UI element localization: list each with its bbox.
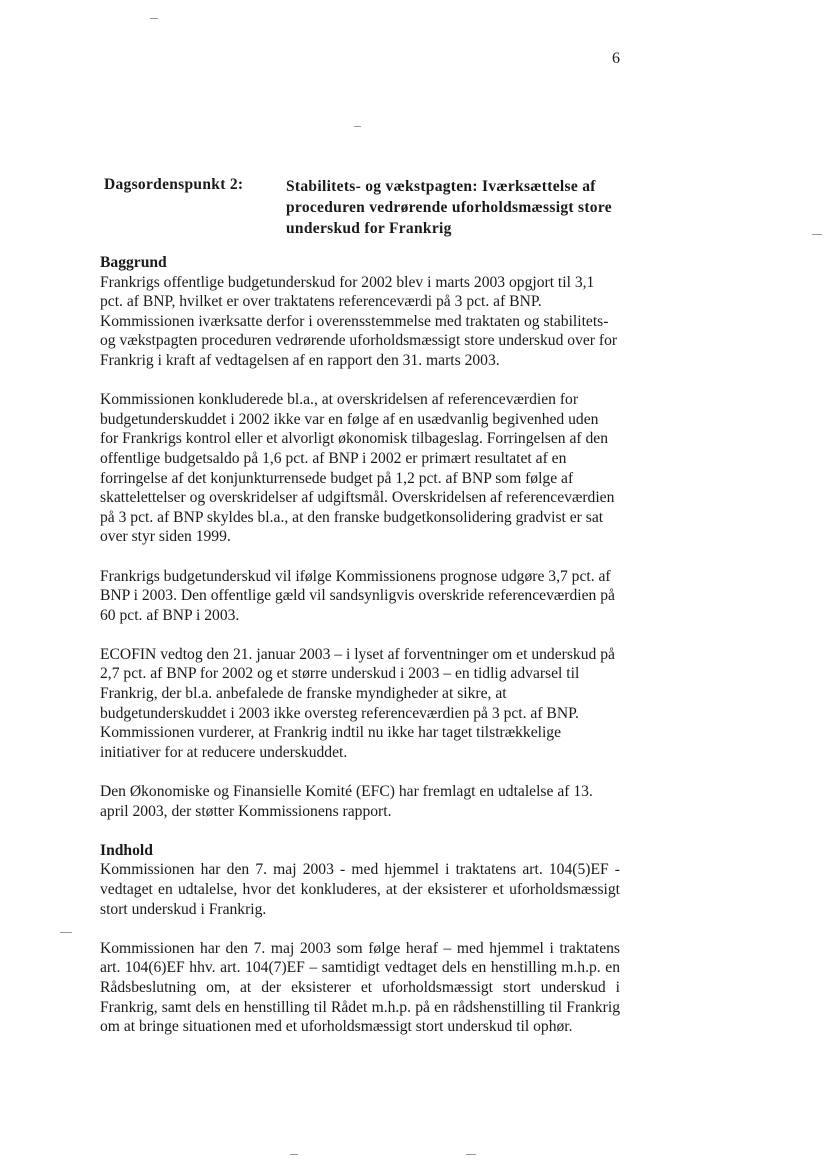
- agenda-label: Dagsordenspunkt 2:: [104, 176, 244, 193]
- paragraph: Frankrigs offentlige budgetunderskud for 2002 blev i marts 2003 opgjort til 3,1 pct. af BNP, hvilket er over traktatens referenceværdi på 3 pct. af BNP. Kommissionen iværksatte derfor i overensstemmelse med traktaten og stabilitets- og vækstpagten proceduren vedrørende uforholdsmæssigt store underskud over for Frankrig i kraft af vedtagelsen af en rapport den 31. marts 2003.: [100, 273, 618, 369]
- paragraph: Kommissionen har den 7. maj 2003 som følge heraf – med hjemmel i traktatens art. 104(6)EF hhv. art. 104(7)EF – samtidigt vedtaget dels en henstilling m.h.p. en Rådsbeslutning om, at der eksisterer et uforholdsmæssigt stort underskud i Frankrig, samt dels en henstilling til Rådet m.h.p. på en rådshenstilling til Frankrig om at bringe situationen med et uforholdsmæssigt stort underskud til ophør.: [100, 939, 620, 1036]
- scan-speck: [812, 234, 822, 235]
- page-number: 6: [612, 50, 620, 67]
- section-baggrund: [100, 253, 620, 821]
- agenda-title: Stabilitets- og vækstpagten: Iværksættelse af proceduren vedrørende uforholdsmæssigt store underskud for Frankrig: [286, 178, 612, 237]
- section-heading-baggrund: Baggrund: [100, 254, 167, 271]
- scan-speck: [354, 126, 361, 127]
- scan-speck: [290, 1154, 298, 1155]
- paragraph: ECOFIN vedtog den 21. januar 2003 – i lyset af forventninger om et underskud på 2,7 pct. af BNP for 2002 og et større underskud i 2003 – en tidlig advarsel til Frankrig, der bl.a. anbefalede de franske myndigheder at sikre, at budgetunderskuddet i 2003 ikke oversteg referenceværdien på 3 pct. af BNP. Kommissionen vurderer, at Frankrig indtil nu ikke har taget tilstrækkelige initiativer for at reducere underskuddet.: [100, 645, 615, 761]
- section-heading-indhold: Indhold: [100, 841, 153, 859]
- paragraph: Frankrigs budgetunderskud vil ifølge Kommissionens prognose udgøre 3,7 pct. af BNP i 2003. Den offentlige gæld vil sandsynligvis overskride referenceværdien på 60 pct. af BNP i 2003.: [100, 567, 615, 624]
- paragraph: Kommissionen har den 7. maj 2003 - med hjemmel i traktatens art. 104(5)EF - vedtaget en udtalelse, hvor det konkluderes, at der eksisterer et uforholdsmæssigt stort underskud i Frankrig.: [100, 861, 620, 918]
- section-indhold: [100, 841, 620, 1037]
- paragraph: Den Økonomiske og Finansielle Komité (EFC) har fremlagt en udtalelse af 13. april 2003, der støtter Kommissionens rapport.: [100, 783, 593, 820]
- scan-speck: [60, 932, 72, 933]
- scan-speck: [150, 18, 158, 19]
- paragraph: Kommissionen konkluderede bl.a., at overskridelsen af referenceværdien for budgetunderskuddet i 2002 ikke var en følge af en usædvanlig begivenhed uden for Frankrigs kontrol eller et alvorligt økonomisk tilbageslag. Forringelsen af den offentlige budgetsaldo på 1,6 pct. af BNP i 2002 er primært resultatet af en forringelse af det konjunkturrensede budget på 1,2 pct. af BNP som følge af skattelettelser og overskridelser af udgiftsmål. Overskridelsen af referenceværdien på 3 pct. af BNP skyldes bl.a., at den franske budgetkonsolidering gradvist er sat over styr siden 1999.: [100, 391, 615, 546]
- document-body: [100, 253, 620, 1037]
- scan-speck: [466, 1154, 476, 1155]
